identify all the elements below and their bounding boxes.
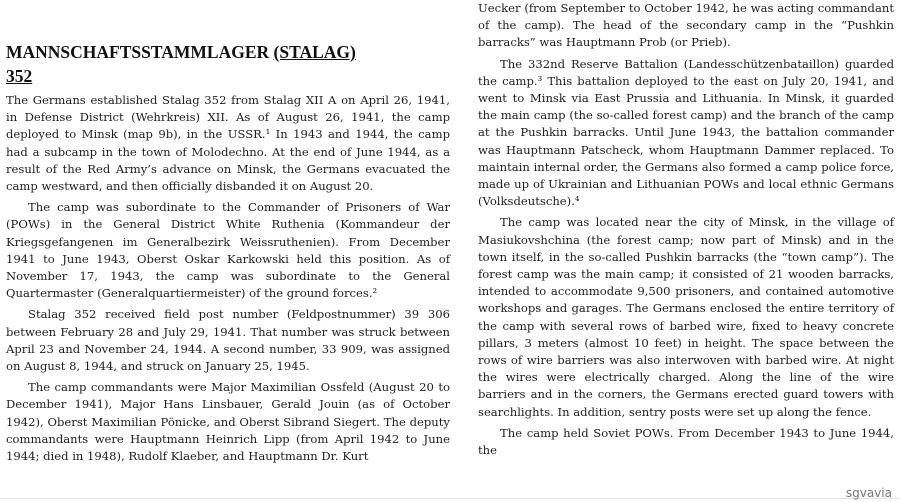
paragraph-subordination: The camp was subordinate to the Commander of Prisoners of War (POWs) in the General District White Ruthenia (Kommandeur der Kriegsgefangenen im Generalbezirk Weissruthenien). From December 1941 to June 1943, Oberst Oskar Karkowski held this position. As of November 17, 1943, the camp was subordinate to the General Quartermaster (Generalquartiermeister) of the ground forces.² [6, 200, 450, 301]
paragraph-commandants-continued: Uecker (from September to October 1942, he was acting commandant of the camp). The head of the secondary camp in the “Pushkin barracks” was Hauptmann Prob (or Prieb). [478, 1, 894, 50]
paragraph-field-post: Stalag 352 received field post number (Feldpostnummer) 39 306 between February 28 and July 29, 1941. That number was struck between April 23 and November 24, 1944. A second number, 33 909, was assigned on August 8, 1944, and struck on January 25, 1945. [6, 307, 450, 374]
paragraph-guard-battalion: The 332nd Reserve Battalion (Landesschützenbataillon) guarded the camp.³ This battalion deployed to the east on July 20, 1941, and went to Minsk via East Prussia and Lithuania. In Minsk, it guarded the main camp (the so-called forest camp) and the branch of the camp at the Pushkin barracks. Until June 1943, the battalion commander was Hauptmann Patscheck, whom Hauptmann Dammer replaced. To maintain internal order, the Germans also formed a camp police force, made up of Ukrainian and Lithuanian POWs and local ethnic Germans (Volksdeutsche).⁴ [478, 56, 894, 209]
bottom-divider [0, 498, 900, 499]
heading-number: 352 [6, 66, 33, 86]
paragraph-camp-location: The camp was located near the city of Minsk, in the village of Masiukovshchina (the forest camp; now part of Minsk) and in the town itself, in the so-called Pushkin barracks (the “town camp”). The forest camp was the main camp; it consisted of 21 wooden barracks, intended to accommodate 9,500 prisoners, and contained automotive workshops and garages. The Germans enclosed the entire territory of the camp with several rows of barbed wire, fixed to heavy concrete pillars, 3 meters (almost 10 feet) in height. The space between the rows of wire barriers was also interwoven with barbed wire. At night the wires were electrically charged. Along the line of the wire barriers and in the corners, the Germans erected guard towers with searchlights. In addition, sentry posts were set up along the fence. [478, 215, 894, 419]
heading-title-plain: MANNSCHAFTSSTAMMLAGER [6, 42, 274, 62]
heading-title-underlined: (STALAG) [273, 42, 356, 62]
paragraph-commandants: The camp commandants were Major Maximilian Ossfeld (August 20 to December 1941), Major Hans Linsbauer, Gerald Jouin (as of October 1942), Oberst Maximilian Pönicke, and Oberst Sibrand Siegert. The deputy commandants were Hauptmann Heinrich Lipp (from April 1942 to June 1944; died in 1948), Rudolf Klaeber, and Hauptmann Dr. Kurt [6, 380, 450, 464]
watermark: sgvavia [845, 486, 892, 500]
article-heading [6, 40, 450, 88]
left-column [6, 0, 450, 502]
paragraph-prisoners: The camp held Soviet POWs. From December 1943 to June 1944, the [478, 425, 894, 458]
right-column [478, 0, 894, 502]
paragraph-establishment: The Germans established Stalag 352 from Stalag XII A on April 26, 1941, in Defense District (Wehrkreis) XII. As of August 26, 1941, the camp deployed to Minsk (map 9b), in the USSR.¹ In 1943 and 1944, the camp had a subcamp in the town of Molodechno. At the end of June 1944, as a result of the Red Army’s advance on Minsk, the Germans evacuated the camp westward, and then officially disbanded it on August 20. [6, 93, 450, 194]
